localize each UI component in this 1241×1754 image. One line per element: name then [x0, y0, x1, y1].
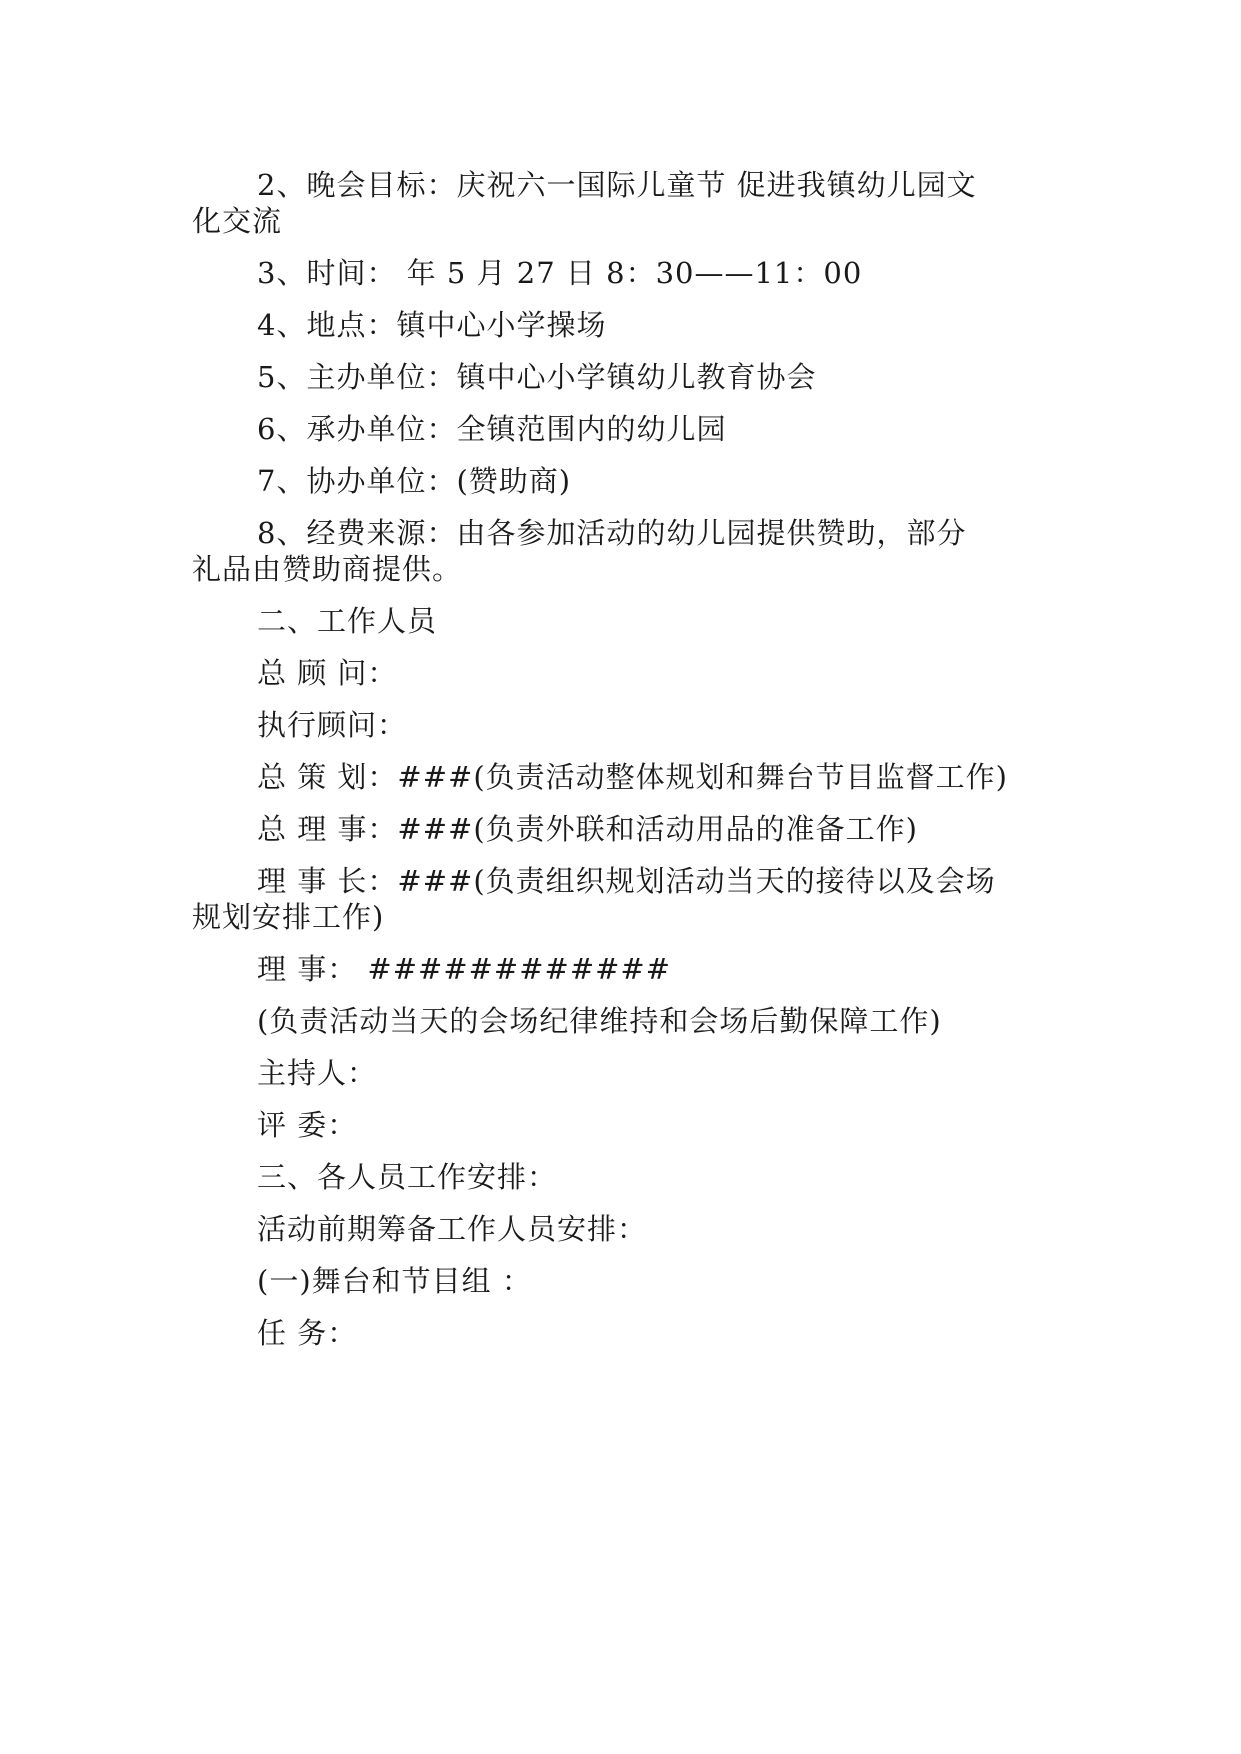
- staff-executive-advisor: 执行顾问：: [257, 708, 408, 742]
- paragraph-preparation: 活动前期筹备工作人员安排：: [257, 1212, 648, 1246]
- staff-judges: 评 委：: [257, 1108, 358, 1142]
- staff-general-director: 总 理 事：###(负责外联和活动用品的准备工作): [257, 812, 918, 846]
- paragraph-funding-continued: 礼品由赞助商提供。: [192, 552, 463, 586]
- paragraph-task: 任 务：: [257, 1316, 358, 1350]
- subsection-stage-program: (一)舞台和节目组 ：: [257, 1264, 532, 1298]
- staff-chairman-continued: 规划安排工作): [192, 900, 385, 934]
- paragraph-goal-continued: 化交流: [192, 204, 283, 238]
- paragraph-time: 3、时间： 年 5 月 27 日 8：30——11：00: [257, 256, 863, 290]
- paragraph-location: 4、地点：镇中心小学操场: [257, 308, 607, 342]
- staff-host: 主持人：: [257, 1056, 378, 1090]
- staff-chief-planner: 总 策 划：###(负责活动整体规划和舞台节目监督工作): [257, 760, 1008, 794]
- paragraph-co-organizer: 7、协办单位：(赞助商): [257, 464, 572, 498]
- paragraph-funding: 8、经费来源：由各参加活动的幼儿园提供赞助，部分: [257, 516, 967, 550]
- staff-directors-duty: (负责活动当天的会场纪律维持和会场后勤保障工作): [257, 1004, 942, 1038]
- section-heading-staff: 二、工作人员: [257, 604, 438, 638]
- staff-general-advisor: 总 顾 问：: [257, 656, 398, 690]
- paragraph-organizer: 5、主办单位：镇中心小学镇幼儿教育协会: [257, 360, 817, 394]
- paragraph-goal: 2、晚会目标：庆祝六一国际儿童节 促进我镇幼儿园文: [257, 168, 977, 202]
- staff-directors: 理 事： ############: [257, 952, 672, 986]
- section-heading-assignments: 三、各人员工作安排：: [257, 1160, 558, 1194]
- paragraph-host: 6、承办单位：全镇范围内的幼儿园: [257, 412, 727, 446]
- staff-chairman: 理 事 长：###(负责组织规划活动当天的接待以及会场: [257, 864, 996, 898]
